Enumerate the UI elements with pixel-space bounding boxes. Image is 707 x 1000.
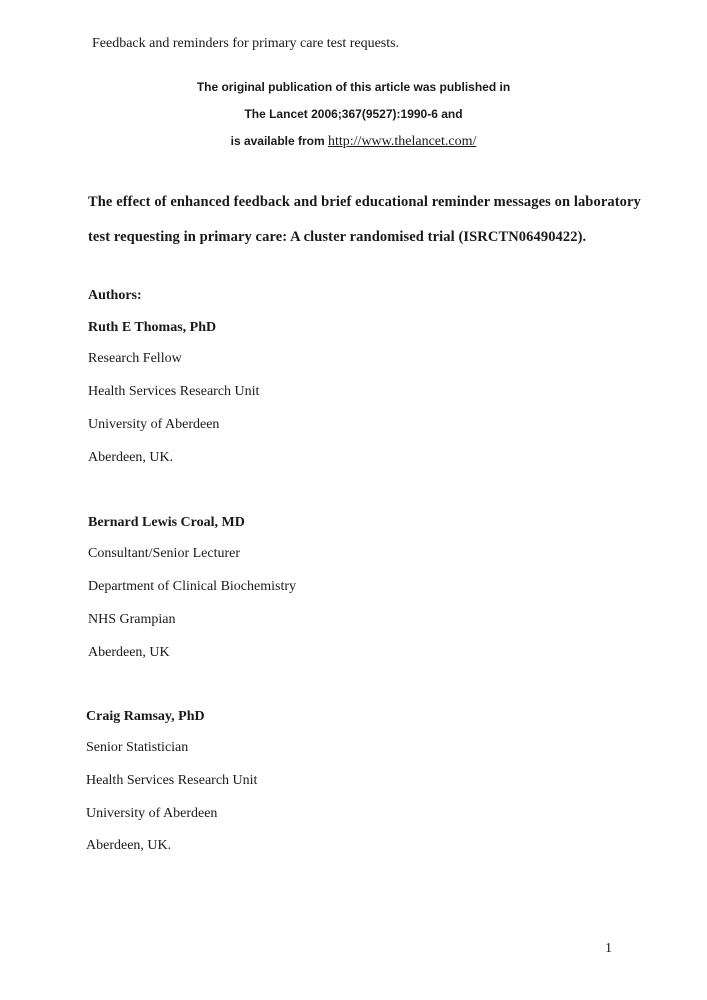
author-affiliation-line: Aberdeen, UK. — [88, 450, 174, 465]
author-name: Craig Ramsay, PhD — [86, 709, 205, 724]
author-affiliation-line: University of Aberdeen — [86, 806, 218, 821]
article-title-line-2: test requesting in primary care: A cluster randomised trial (ISRCTN06490422). — [88, 229, 587, 245]
author-affiliation-line: Research Fellow — [88, 351, 182, 366]
publication-note-line-3 — [0, 134, 707, 150]
publication-note-line-1: The original publication of this article was published in — [196, 80, 511, 94]
authors-heading: Authors: — [88, 288, 142, 303]
publication-note-prefix: is available from — [230, 134, 328, 148]
article-title-line-1: The effect of enhanced feedback and brief educational reminder messages on laboratory — [88, 194, 641, 210]
author-affiliation-line: Aberdeen, UK — [88, 645, 170, 660]
author-name: Ruth E Thomas, PhD — [88, 320, 217, 335]
author-affiliation-line: Consultant/Senior Lecturer — [88, 546, 241, 561]
author-affiliation-line: NHS Grampian — [88, 612, 176, 627]
running-header: Feedback and reminders for primary care test requests. — [92, 36, 400, 51]
publisher-link[interactable]: http://www.thelancet.com/ — [328, 134, 477, 149]
author-affiliation-line: Health Services Research Unit — [86, 773, 258, 788]
author-name: Bernard Lewis Croal, MD — [88, 515, 245, 530]
author-affiliation-line: Health Services Research Unit — [88, 384, 260, 399]
page-number: 1 — [605, 941, 612, 956]
author-affiliation-line: Department of Clinical Biochemistry — [88, 579, 297, 594]
publication-note-line-2: The Lancet 2006;367(9527):1990-6 and — [244, 107, 463, 121]
author-affiliation-line: Aberdeen, UK. — [86, 838, 172, 853]
author-affiliation-line: Senior Statistician — [86, 740, 189, 755]
author-affiliation-line: University of Aberdeen — [88, 417, 220, 432]
